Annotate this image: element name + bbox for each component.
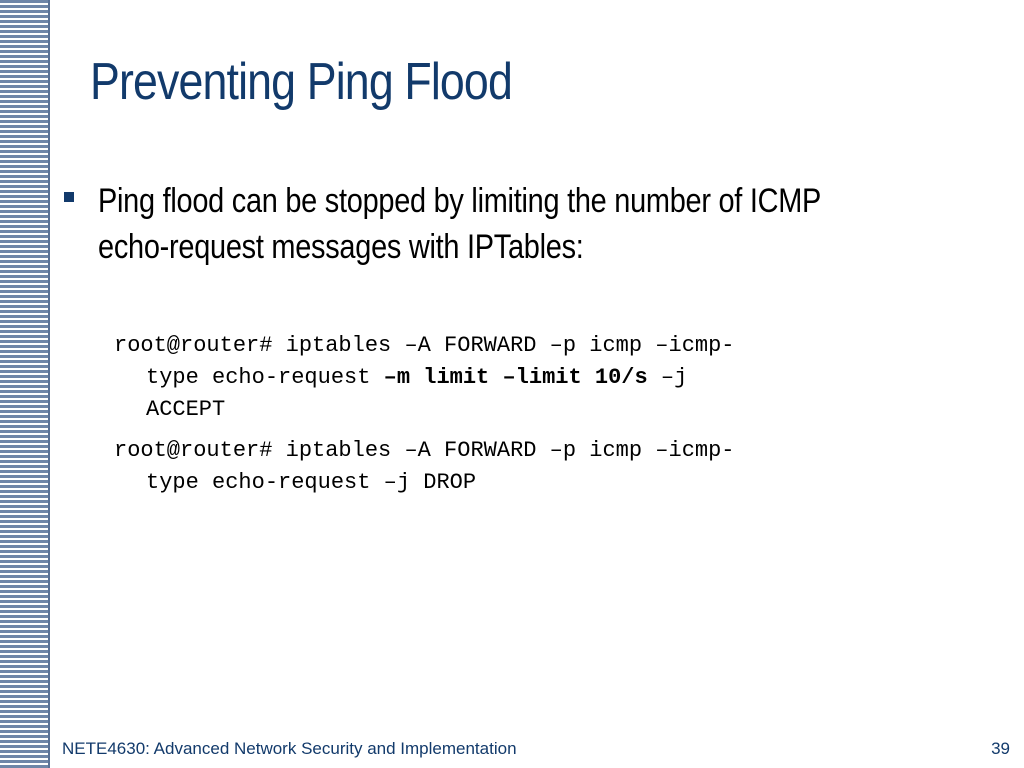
code-line [114,362,974,394]
code-spacer [114,426,974,435]
slide-title: Preventing Ping Flood [90,53,512,111]
page-number: 39 [991,739,1010,758]
code-line: root@router# iptables –A FORWARD –p icmp –icmp- [114,438,735,463]
code-line: root@router# iptables –A FORWARD –p icmp –icmp- [114,333,735,358]
bullet-text-line-1: Ping flood can be stopped by limiting the number of ICMP [98,182,822,220]
bullet-text [98,178,948,270]
code-segment-bold: –m limit –limit 10/s [383,365,648,390]
footer-course-title: NETE4630: Advanced Network Security and Implementation [62,739,517,758]
side-stripe-decoration [0,0,50,768]
command-accept [114,330,974,426]
code-line: type echo-request –j DROP [146,470,477,495]
command-drop [114,435,974,499]
code-line: ACCEPT [146,397,226,422]
code-segment: –j [647,365,688,390]
bullet-text-line-2: echo-request messages with IPTables: [98,228,584,266]
square-bullet-icon [64,192,74,202]
code-block [114,330,974,499]
code-segment: type echo-request [146,365,384,390]
